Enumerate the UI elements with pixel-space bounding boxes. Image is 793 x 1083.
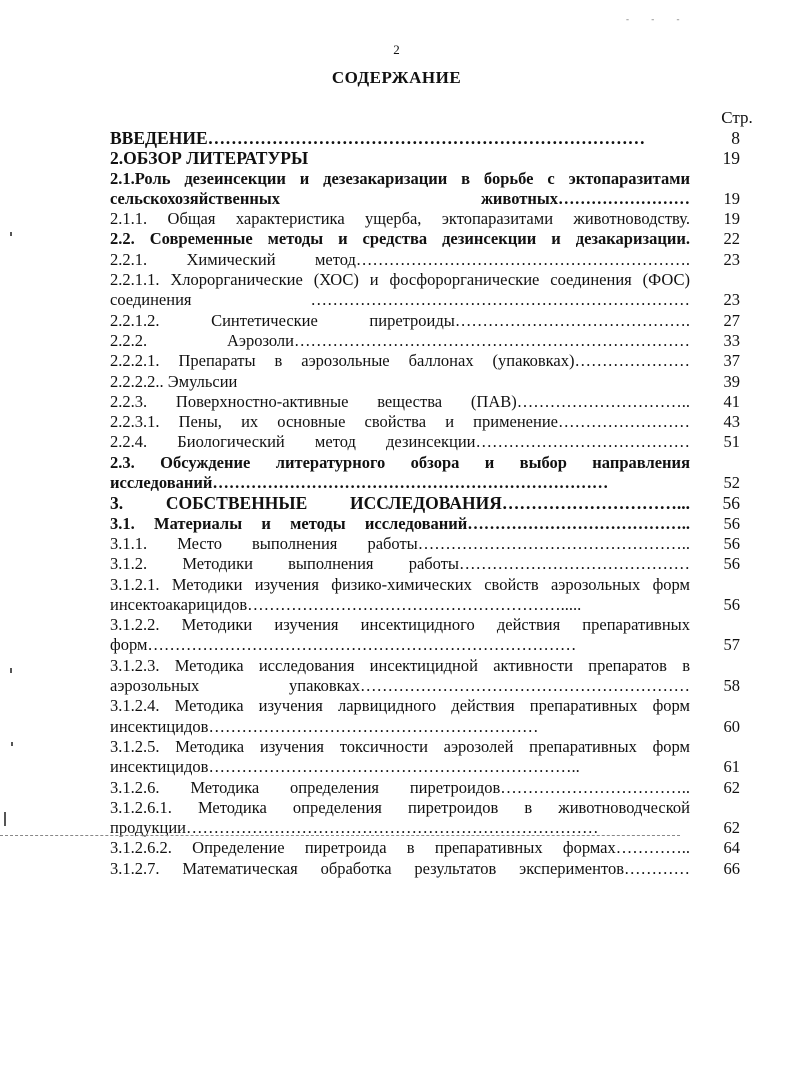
- toc-entry[interactable]: [110, 534, 764, 554]
- toc-entry-page: 8: [731, 128, 740, 148]
- toc-entry[interactable]: [110, 798, 764, 839]
- toc-entry[interactable]: [110, 229, 764, 249]
- toc-entry-title: 3.1.2.7. Математическая обработка результатов экспериментов…………: [110, 858, 690, 878]
- toc-entry-page: 39: [723, 371, 740, 391]
- toc-entry-page: 43: [723, 412, 740, 432]
- toc-entry-page: 56: [723, 594, 740, 614]
- toc-entry[interactable]: [110, 392, 764, 412]
- toc-entry[interactable]: [110, 169, 764, 210]
- toc-entry[interactable]: [110, 270, 764, 311]
- toc-entry-title: 3.1.2. Методики выполнения работы……………………………………: [110, 554, 690, 574]
- scan-speck: [4, 812, 6, 826]
- toc-entry-page: 56: [723, 554, 740, 574]
- toc-entry-page: 22: [723, 229, 740, 249]
- toc-entry-title: 3.1.2.4. Методика изучения ларвицидного действия препаративных форм инсектицидов……………………………………………………: [110, 696, 690, 736]
- toc-entry[interactable]: [110, 778, 764, 798]
- toc-entry-title: 3.1.2.1. Методики изучения физико-химических свойств аэрозольных форм инсектоакарицидов………………………………………………….....: [110, 574, 690, 614]
- toc-entry-page: 62: [723, 818, 740, 838]
- toc-entry[interactable]: [110, 351, 764, 371]
- toc-entry-title: 2.3. Обсуждение литературного обзора и выбор направления исследований………………………………………………………………: [110, 452, 690, 493]
- toc-entry-title: 3. СОБСТВЕННЫЕ ИССЛЕДОВАНИЯ…………………………...: [110, 493, 690, 514]
- page-column-header: Стр.: [721, 108, 753, 127]
- toc-entry-page: 57: [723, 635, 740, 655]
- toc-entry[interactable]: [110, 615, 764, 656]
- toc-entry-page: 56: [722, 493, 740, 514]
- toc-entry-page: 56: [723, 513, 740, 533]
- toc-entry-page: 62: [723, 777, 740, 797]
- toc-entry-title: 3.1.2.6. Методика определения пиретроидов……………………………..: [110, 777, 690, 797]
- toc-entry[interactable]: [110, 250, 764, 270]
- toc-entry[interactable]: [110, 859, 764, 879]
- toc-entry[interactable]: [110, 838, 764, 858]
- toc-entry[interactable]: [110, 148, 764, 168]
- toc-entry-page: 52: [723, 473, 740, 493]
- toc-entry-title: ВВЕДЕНИЕ…………………………………………………………………: [110, 128, 646, 148]
- toc-entry-page: 60: [723, 716, 740, 736]
- toc-entry-title: 2.1.1. Общая характеристика ущерба, эктопаразитами животноводству.: [110, 209, 690, 229]
- toc-entry-title: 3.1.2.5. Методика изучения токсичности аэрозолей препаративных форм инсектицидов…………………………………………………………..: [110, 736, 690, 777]
- toc-entry-title: 2.1.Роль дезеинсекции и дезезакаризации в борьбе с эктопаразитами сельскохозяйственных животных……………………: [110, 168, 690, 208]
- toc-entry[interactable]: [110, 412, 764, 432]
- toc-entry-title: 2.2.1.2. Синтетические пиретроиды…………………………………….: [110, 310, 690, 330]
- scan-artifact-line: [0, 835, 680, 836]
- toc-entry-page: 64: [723, 838, 740, 858]
- toc-entry[interactable]: [110, 453, 764, 494]
- toc-entry[interactable]: [110, 696, 764, 737]
- toc-entry-title: 2.2.2.1. Препараты в аэрозольные баллонах (упаковках)…………………: [110, 351, 690, 371]
- toc-entry-page: 37: [723, 351, 740, 371]
- toc-entry[interactable]: [110, 554, 764, 574]
- toc-entry-page: 19: [723, 188, 740, 208]
- toc-entry[interactable]: [110, 128, 764, 148]
- toc-entry-page: 19: [722, 148, 740, 169]
- toc-entry-title: 3.1.1. Место выполнения работы…………………………………………..: [110, 533, 690, 553]
- scan-speck: [10, 232, 12, 236]
- toc-entry[interactable]: [110, 209, 764, 229]
- toc-entry-page: 61: [723, 757, 740, 777]
- toc-entry-title: 2.2.2. Аэрозоли………………………………………………………………: [110, 330, 690, 350]
- toc-entry-title: 2.2.2.2.. Эмульсии: [110, 371, 238, 391]
- toc-entry[interactable]: [110, 575, 764, 616]
- toc-entry-title: 2.2.4. Биологический метод дезинсекции…………………………………: [110, 432, 690, 452]
- toc-entry-page: 66: [723, 858, 740, 878]
- toc-entry-title: 3.1.2.3. Методика исследования инсектицидной активности препаратов в аэрозольных упаковках……………………………………………………: [110, 655, 690, 696]
- toc-entry[interactable]: [110, 493, 764, 513]
- toc-entry-page: 41: [723, 391, 740, 411]
- toc-entry-title: 3.1.2.2. Методики изучения инсектицидного действия препаративных форм……………………………………………………………………: [110, 615, 690, 655]
- toc-entry-page: 23: [723, 249, 740, 269]
- toc-entry[interactable]: [110, 331, 764, 351]
- page-number: 2: [393, 42, 400, 57]
- toc-entry[interactable]: [110, 372, 764, 392]
- toc-entry[interactable]: [110, 311, 764, 331]
- toc-entry-title: 3.1.2.6.1. Методика определения пиретроидов в животноводческой продукции…………………………………………………………………: [110, 797, 690, 838]
- toc-entry[interactable]: [110, 432, 764, 452]
- toc-entry-title: 2.2.1. Химический метод…………………………………………………….: [110, 249, 690, 269]
- toc-entry-page: 56: [723, 533, 740, 553]
- document-title: СОДЕРЖАНИЕ: [331, 68, 462, 87]
- table-of-contents: [110, 128, 764, 879]
- scan-artifact-marks: ‑ ‑ ‑: [626, 14, 690, 24]
- toc-entry-title: 3.1. Материалы и методы исследований…………………………………..: [110, 513, 690, 533]
- toc-entry-page: 19: [723, 209, 740, 229]
- toc-entry-title: 2.2.1.1. Хлорорганические (ХОС) и фосфорорганические соединения (ФОС) соединения ……………………………………………………………: [110, 270, 690, 310]
- toc-entry-title: 2.2.3.1. Пены, их основные свойства и применение……………………: [110, 412, 690, 432]
- toc-entry-page: 33: [723, 330, 740, 350]
- toc-entry-title: 2.2. Современные методы и средства дезинсекции и дезакаризации.: [110, 229, 690, 249]
- toc-entry-page: 58: [723, 676, 740, 696]
- scan-speck: [11, 742, 13, 746]
- scan-speck: [10, 668, 12, 673]
- toc-entry-page: 23: [723, 290, 740, 310]
- toc-entry-page: 51: [723, 432, 740, 452]
- toc-entry-title: 3.1.2.6.2. Определение пиретроида в препаративных формах…………..: [110, 838, 690, 858]
- toc-entry-title: 2.ОБЗОР ЛИТЕРАТУРЫ: [110, 148, 309, 169]
- toc-entry-page: 27: [723, 310, 740, 330]
- toc-entry[interactable]: [110, 656, 764, 697]
- toc-entry[interactable]: [110, 514, 764, 534]
- toc-entry-title: 2.2.3. Поверхностно-активные вещества (ПАВ)…………………………..: [110, 391, 690, 411]
- toc-entry[interactable]: [110, 737, 764, 778]
